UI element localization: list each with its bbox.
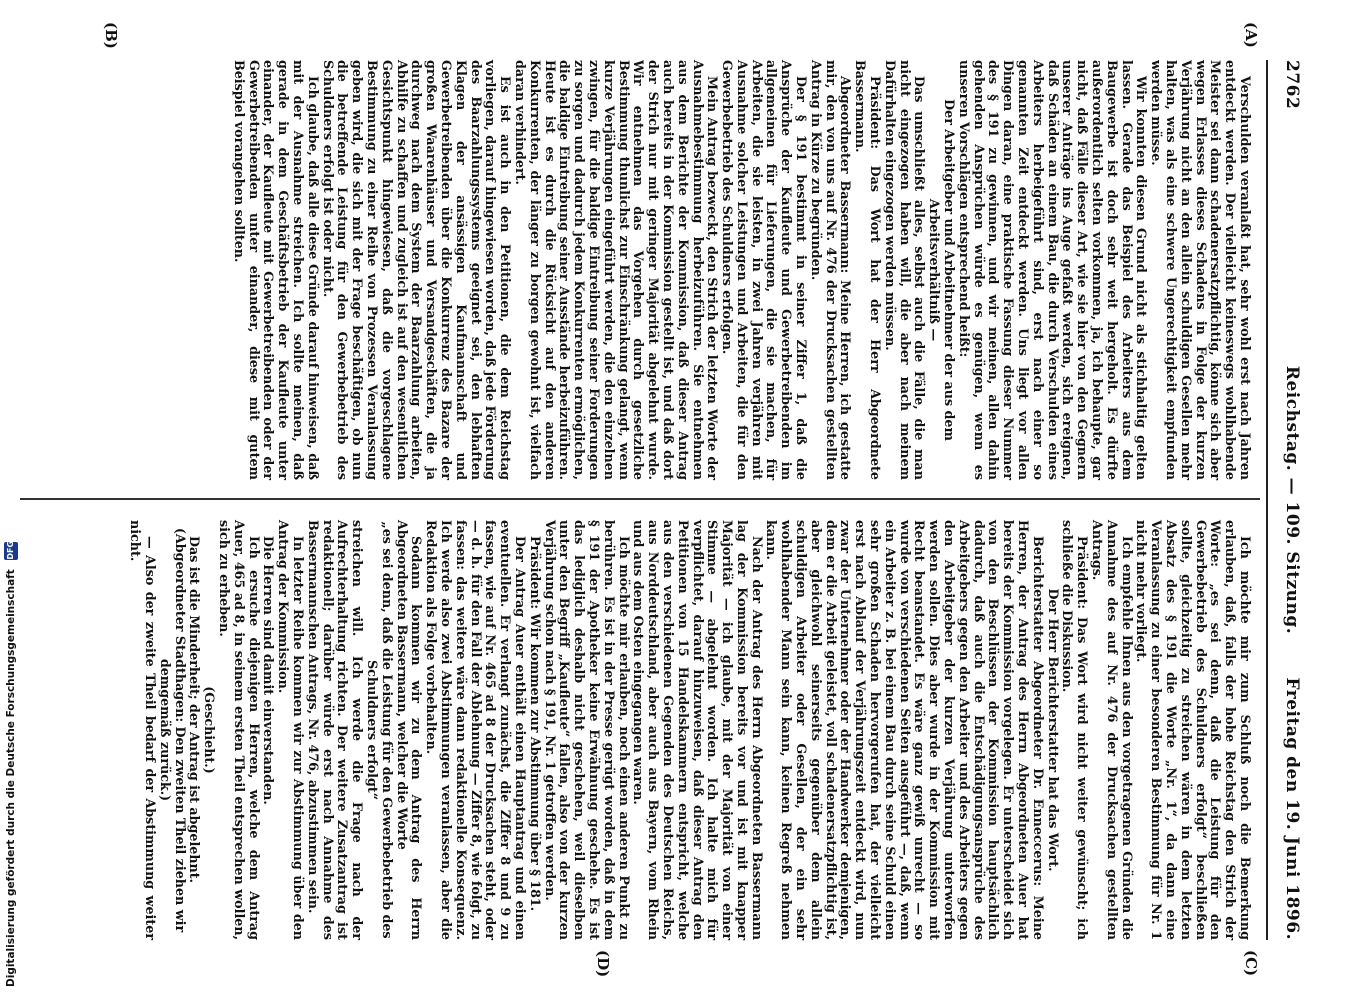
left-text-column: [231, 60, 1252, 480]
stage-direction: (Geschieht.): [202, 686, 218, 774]
digitization-note: Digitalisierung gefördert durch die Deutsche Forschungsgemeinschaft: [5, 569, 17, 987]
paragraph: Präsident: Wir kommen zur Abstimmung über § 181.: [527, 536, 543, 912]
interjection: (Abgeordneter Stadthagen: Den zweiten Theil ziehen wir demgemäß zurück.): [157, 527, 188, 933]
paragraph: Präsident: Das Wort hat der Herr Abgeordnete Bassermann.: [853, 60, 884, 480]
paragraph: Ich empfehle Ihnen aus den vorgetragenen Gründen die Annahme des auf Nr. 476 der Drucksachen gestellten Antrags.: [1090, 520, 1135, 940]
page-date: Freitag den 19. Juni 1896.: [1282, 677, 1302, 940]
paragraph: Die Herren sind damit einverstanden.: [261, 536, 277, 805]
paragraph: Berichterstatter Abgeordneter Dr. Enneccerus: Meine Herren, der Antrag des Herrn Abgeordneten Auer hat bereits der Kommission vorgelegen. Er unterscheidet sich von den Beschlüssen der Kommission hauptsächlich dadurch, daß auch die Entschädigungsansprüche des Arbeitgebers gegen den Arbeiter und des Arbeiters gegen den Arbeitgeber der kurzen Verjährung unterworfen werden sollen. Dies aber wurde in der Kommission mit Recht beanstandet. Es wäre ganz gewiß unrecht — so wurde von verschiedenen Seiten ausgeführt —, daß, wenn ein Arbeiter z. B. bei einem Bau durch seine Schuld einen sehr großen Schaden hervorgerufen hat, der vielleicht erst nach Ablauf der Verjährungszeit entdeckt wird, nun zwar der Unternehmer oder der Handwerker demjenigen, dem er die Arbeit geleistet, voll schadenersatzpflichtig ist, aber gleichwohl seinerseits gegenüber dem allein schuldigen Arbeiter oder Gesellen, der ein sehr wohlhabender Mann sein kann, keinen Regreß nehmen kann.: [764, 520, 1046, 940]
margin-mark-c: (C): [1242, 950, 1260, 977]
paragraph: Das umschließt alles, selbst auch die Fälle, die man nicht eingezogen haben will, die aber nach meinem Dafürhalten eingezogen werden müssen.: [882, 60, 928, 480]
paragraph: Wir konnten diesen Grund nicht als stichhaltig gelten lassen. Gerade das Beispiel des Arbeiters aus dem Baugewerbe ist doch sehr weit hergeholt. Es dürfte außerordentlich selten vorkommen, ja, ich behaupte, gar nicht, daß Fälle dieser Art, wie sie hier von den Gegnern unserer Anträge ins Auge gefaßt werden, sich ereignen, daß Schäden an einem Bau, die durch Verschulden eines Arbeiters herbeigeführt sind, erst nach einer so genannten Zeit entdeckt werden. Uns liegt vor allen Dingen daran, eine praktische Fassung dieser Nummer des § 191 zu gewinnen, und wir meinen, allen dahin gehenden Ansprüchen würde es genügen, wenn es unseren Vorschlägen entsprechend heißt:: [956, 60, 1150, 480]
margin-mark-b: (B): [102, 22, 120, 49]
paragraph: Der § 191 bestimmt in seiner Ziffer 1, daß die Ansprüche der Kaufleute und Gewerbetreibenden im allgemeinen für Lieferungen, die sie machen, für Arbeiten, die sie leisten, in zwei Jahren verjähren mit Ausnahme solcher Leistungen und Arbeiten, die für den Gewerbebetrieb des Schuldners erfolgen.: [720, 60, 810, 480]
paragraph: Präsident: Das Wort wird nicht weiter gewünscht; ich schließe die Diskussion.: [1060, 520, 1091, 940]
paragraph: Ich möchte mir erlauben, noch einen anderen Punkt zu berühren. Es ist in der Presse gerügt worden, daß in dem § 191 der Apotheker keine Erwähnung geschehe. Es ist das lediglich deshalb nicht geschehen, weil dieselben unter den Begriff „Kaufleute“ fallen, also von der kurzen Verjährung schon nach § 191, Nr. 1 getroffen werden.: [542, 520, 632, 940]
paragraph: Es ist auch in den Petitionen, die dem Reichstag vorliegen, darauf hingewiesen worden, daß jede Förderung des Baarzahlungssystems geeignet sei, den lebhaften Klagen der ansässigen Kaufmannschaft und Gewerbetreibenden über die Konkurrenz des Bazare der großen Waarenhäuser und Versandgeschäften, die ja durchweg nach dem System der Baarzahlung arbeiten, Abhilfe zu schaffen und zugleich ist auf den wesentlichen Gesichtspunkt hingewiesen, daß die vorgeschlagene Bestimmung zu einer Reihe von Prozessen Veranlassung geben wird, die sich mit der Frage beschäftigen, ob nun die betreffende Leistung für den Gewerbebetrieb des Schuldners erfolgt ist oder nicht.: [320, 60, 514, 480]
right-text-column: [127, 520, 1252, 940]
paragraph: Sodann kommen wir zu dem Antrag des Herrn Abgeordneten Bassermann, welcher die Worte: [394, 520, 425, 940]
page-number: 2762: [1282, 60, 1302, 110]
column-divider: [20, 498, 1260, 500]
digitization-footer: [1, 12, 21, 987]
paragraph: Der Herr Berichterstatter hat das Wort.: [1045, 588, 1061, 872]
paragraph: In letzter Reihe kommen wir zur Abstimmung über den Antrag der Kommission.: [276, 520, 306, 940]
paragraph: Ich ersuche diejenigen Herren, welche dem Antrag Auer, 465 ad 8, in seinem ersten Theil entsprechen wollen, sich zu erheben.: [217, 520, 262, 940]
quoted-line: „es sei denn, daß die Leistung für den Gewerbebetrieb des Schuldners erfolgt“: [364, 521, 395, 939]
paragraph: Abgeordneter Bassermann: Meine Herren, ich gestatte mir, den von uns auf Nr. 476 der Drucksachen gestellten Antrag in Kürze zu begründen.: [808, 60, 854, 480]
paragraph: Ich glaube, daß alle diese Gründe darauf hinweisen, daß mit der Ausnahme streichen. Ich sollte meinen, daß gerade in dem Geschäftsbetrieb der Kaufleute unter einander, der Kaufleute mit Gewerbetreibenden oder der Gewerbetreibenden unter einander, diese mit gutem Beispiel vorangehen sollten.: [231, 60, 321, 480]
paragraph: Ich möchte mir zum Schluß noch die Bemerkung erlauben, daß, falls der hohe Reichstag den Strich der Worte: „es sei denn, daß die Leistung für den Gewerbebetrieb des Schuldners erfolgt“ beschließen sollte, gleichzeitig zu streichen wären in dem letzten Absatz des § 191 die Worte „Nr. 1“, da dann eine Veranlassung zu einer besonderen Bestimmung für Nr. 1 nicht mehr vorliegt.: [1134, 520, 1253, 940]
margin-mark-d: (D): [594, 950, 612, 978]
page-header: [1272, 60, 1302, 940]
paragraph: — Also der zweite Theil bedarf der Abstimmung weiter nicht.: [128, 520, 159, 940]
paragraph: Nach der Antrag des Herrn Abgeordneten Bassermann lag der Kommission bereits vor und ist mit knapper Majorität — ich glaube, mit der Majorität von einer Stimme — abgelehnt worden. Ich halte mich für verpflichtet, darauf hinzuweisen, daß dieser Antrag den Petitionen von 15 Handelskammern entspricht, welche aus den verschiedenen Gegenden des Deutschen Reichs, aus Norddeutschland, aber auch aus Bayern, vom Rhein und aus dem Osten eingegangen waren.: [631, 520, 765, 940]
margin-mark-a: (A): [1242, 22, 1260, 48]
paragraph: streichen will. Ich werde die Frage nach der Aufrechterhaltung richten. Der weitere Zusatzantrag ist redaktionell; darüber würde erst nach Annahme des Bassermannschen Antrags, Nr. 476, abzustimmen sein.: [305, 520, 366, 940]
paragraph: Verschulden veranlaßt hat, sehr wohl erst nach Jahren entdeckt werden. Der vielleicht keineswegs wohlhabende Meister sei dann schadenersatzpflichtig, könne sich aber wegen Erlasses dieses Schadens in Folge der kurzen Verjährung nicht an den allein schuldigen Gesellen mehr halten, was als eine schwere Ungerechtigkeit empfunden werden müsse.: [1149, 60, 1253, 480]
page-running-title: Reichstag. — 109. Sitzung.: [1282, 365, 1302, 635]
paragraph: Mein Antrag bezweckt, den Strich der letzten Worte der Ausnahmebestimmung herbeizuführen. Sie entnehmen aus dem Berichte der Kommission, daß dieser Antrag auch bereits in der Kommission gestellt ist, und daß dort der Strich nur mit geringer Majorität abgelehnt wurde. Wir entnehmen das Vorgehen durch gesetzliche Bestimmung thunlichst zur Einschränkung gelangt, wenn kurze Verjährungen eingeführt werden, die den einzelnen zwingen, für die baldige Eintreibung seiner Forderungen zu sorgen und dadurch jedem Konkurrenten ermöglichen, die baldige Eintreibung seiner Ausstände herbeizuführen. Heute ist es durch die Rücksicht auf den anderen Konkurrenten, der länger zu borgen gewohnt ist, vielfach daran verhindert.: [512, 60, 721, 480]
dfg-logo: DFG: [4, 542, 18, 560]
paragraph: Der Antrag Auer enthält einen Hauptantrag und einen eventuellen. Er verlangt zunächst, die Ziffer 8 und 9 zu fassen, wie auf Nr. 465 ad 8 der Drucksachen steht, oder — d. h. für den Fall der Ablehnung — Ziffer 8, wie folgt, zu fassen: das weitere wäre dann redaktionelle Konsequenz. Ich werde also zwei Abstimmungen veranlassen, aber die Redaktion als Folge vorbehalten.: [424, 520, 528, 940]
paragraph: Das ist die Minderheit; der Antrag ist abgelehnt.: [187, 536, 203, 884]
header-rule: [1266, 60, 1268, 940]
quoted-line: Der Arbeitgeber und Arbeitnehmer der aus dem Arbeitsverhältniß —: [927, 99, 958, 441]
